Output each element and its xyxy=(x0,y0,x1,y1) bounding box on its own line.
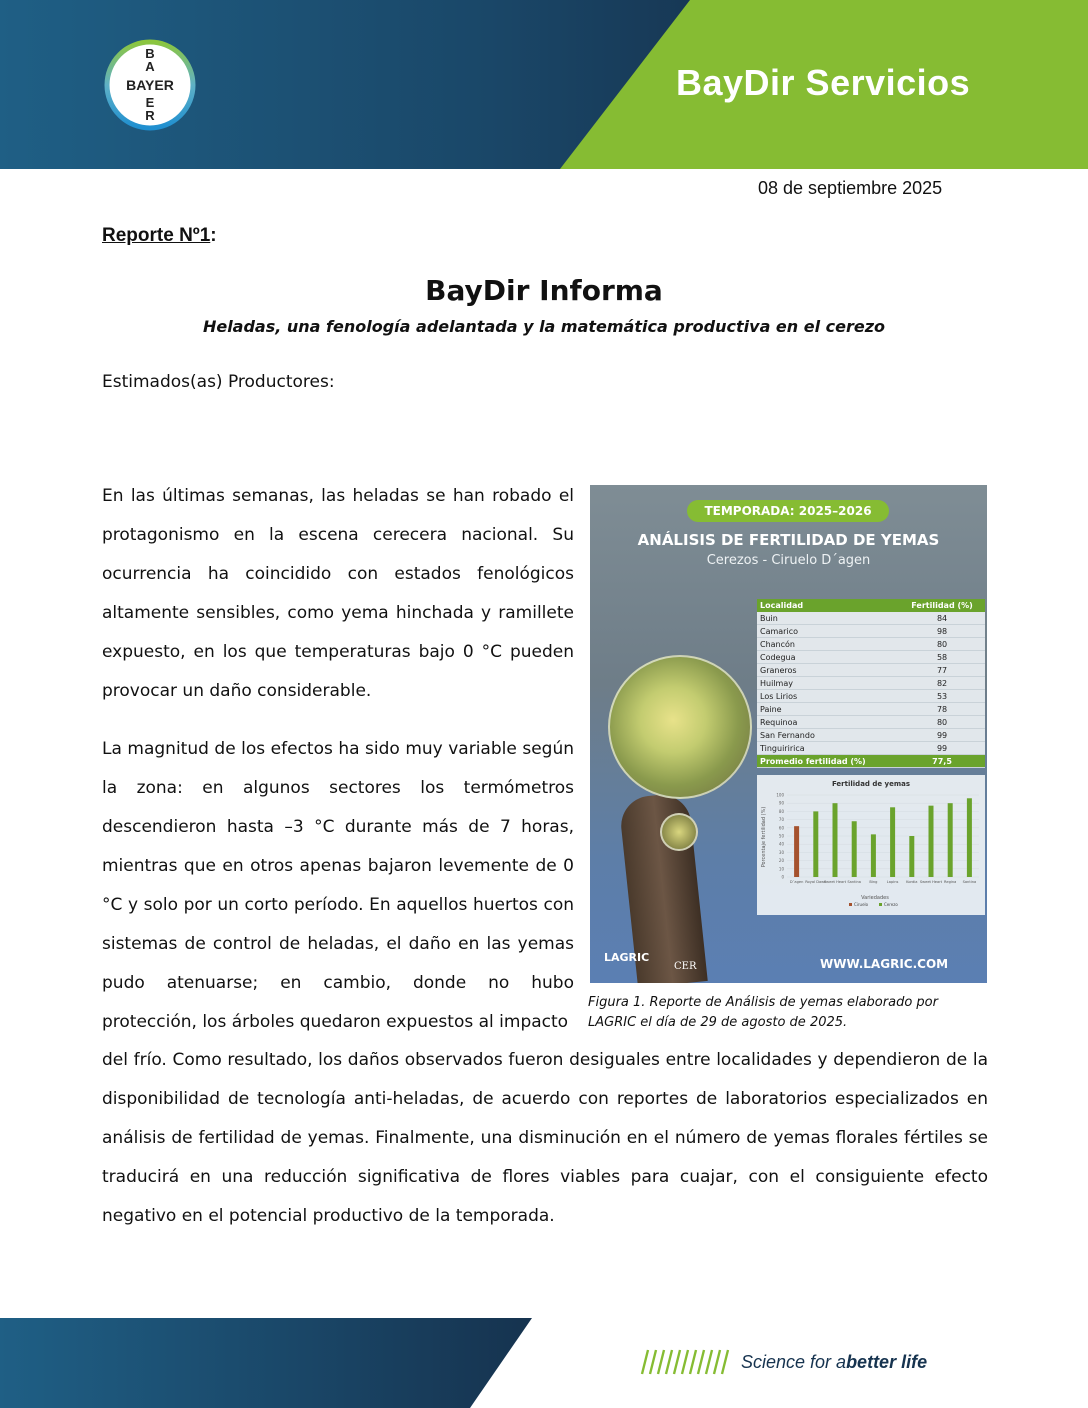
cell-locality: Los Lirios xyxy=(757,690,899,703)
season-badge: TEMPORADA: 2025–2026 xyxy=(687,500,889,522)
chart-ylabel: Porcentaje fertilidad (%) xyxy=(761,806,767,868)
chart-y-tick-label: 10 xyxy=(778,866,784,872)
lagric-logo: LAGRIC xyxy=(604,951,650,964)
logo-letter-v2: A xyxy=(145,59,155,74)
cell-fertility: 84 xyxy=(899,612,985,625)
paragraph-2: La magnitud de los efectos ha sido muy variable según la zona: en algunos sectores los termómetros descendieron hasta –3 °C durante más de 7 horas, mientras que en otros apenas bajaron levemente de 0 °C y solo por un corto período. En aquellos huertos con sistemas de control de heladas, el daño en las yemas pudo atenuarse; en cambio, donde no hubo protección, los árboles quedaron expuestos al impacto xyxy=(102,739,574,1032)
chart-legend-label: Cerezo xyxy=(884,902,898,907)
table-header-locality: Localidad xyxy=(757,599,899,612)
figure-lagric-report xyxy=(590,485,987,983)
chart-x-tick-label: Kordia xyxy=(906,880,918,884)
cell-fertility: 80 xyxy=(899,638,985,651)
chart-legend-swatch xyxy=(849,903,852,906)
chart-bar xyxy=(909,836,914,877)
table-row xyxy=(757,703,985,716)
cell-fertility: 99 xyxy=(899,729,985,742)
table-row xyxy=(757,612,985,625)
table-row xyxy=(757,729,985,742)
slogan-bold: better life xyxy=(846,1352,928,1372)
cell-locality: Chancón xyxy=(757,638,899,651)
chart-x-tick-label: Royal Dawn xyxy=(805,880,827,884)
cell-fertility: 80 xyxy=(899,716,985,729)
average-value: 77,5 xyxy=(899,755,985,768)
chart-bar xyxy=(813,811,818,877)
chart-title: Fertilidad de yemas xyxy=(831,780,911,788)
cell-fertility: 58 xyxy=(899,651,985,664)
table-header-fertility: Fertilidad (%) xyxy=(899,599,985,612)
paragraph-3: del frío. Como resultado, los daños observados fueron desiguales entre localidades y dependieron de la disponibilidad de tecnología anti-heladas, de acuerdo con reportes de laboratorios especializados en análisis de fertilidad de yemas. Finalmente, una disminución en el número de yemas florales fértiles se traducirá en una reducción significativa de flores viables para cuajar, con el consiguiente efecto negativo en el potencial productivo de la temporada. xyxy=(102,1050,988,1226)
cell-locality: Graneros xyxy=(757,664,899,677)
chart-y-tick-label: 80 xyxy=(778,808,784,814)
greeting: Estimados(as) Productores: xyxy=(102,372,335,392)
document-date: 08 de septiembre 2025 xyxy=(758,178,943,198)
chart-y-tick-label: 50 xyxy=(778,833,784,839)
cell-locality: Buin xyxy=(757,612,899,625)
chart-y-tick-label: 90 xyxy=(778,800,784,806)
chart-x-tick-label: Regina xyxy=(944,880,957,884)
table-row xyxy=(757,716,985,729)
chart-bar xyxy=(852,821,857,877)
chart-legend xyxy=(849,902,898,907)
chart-legend-swatch xyxy=(879,903,882,906)
chart-xlabel: Variedades xyxy=(861,895,889,901)
cell-fertility: 82 xyxy=(899,677,985,690)
chart-x-tick-label: Bing xyxy=(869,880,878,884)
fertility-chart xyxy=(757,775,985,915)
chart-bar xyxy=(890,807,895,877)
table-row xyxy=(757,677,985,690)
chart-y-tick-label: 40 xyxy=(778,841,784,847)
chart-bars xyxy=(794,798,972,877)
table-row xyxy=(757,651,985,664)
table-row xyxy=(757,690,985,703)
footer-stripes-icon xyxy=(636,1348,732,1376)
chart-bar xyxy=(871,834,876,877)
chart-legend-label: Ciruelo xyxy=(854,902,869,907)
logo-letter-v4: E xyxy=(145,95,155,110)
figure-heading: ANÁLISIS DE FERTILIDAD DE YEMAS xyxy=(637,531,940,549)
lagric-url: WWW.LAGRIC.COM xyxy=(820,957,949,971)
table-row xyxy=(757,638,985,651)
chart-x-tick-label: Lapins xyxy=(886,880,899,884)
bayer-logo xyxy=(103,38,197,132)
document-subtitle: Heladas, una fenología adelantada y la matemática productiva en el cerezo xyxy=(202,317,886,336)
fertility-chart-svg xyxy=(757,775,985,915)
cell-fertility: 98 xyxy=(899,625,985,638)
chart-y-tick-label: 60 xyxy=(778,825,784,831)
cell-fertility: 99 xyxy=(899,742,985,755)
brand-title: BayDir Servicios xyxy=(676,62,971,103)
cell-locality: Huilmay xyxy=(757,677,899,690)
logo-text-horizontal: BAYER xyxy=(126,77,174,93)
figure-subheading: Cerezos - Ciruelo D´agen xyxy=(706,553,871,568)
chart-x-tick-label: D´agen xyxy=(789,880,804,884)
figure-caption: Figura 1. Reporte de Análisis de yemas elaborado por LAGRIC el día de 29 de agosto de 2025. xyxy=(588,995,938,1030)
chart-x-tick-label: Sweet Heart xyxy=(823,880,847,884)
cell-locality: San Fernando xyxy=(757,729,899,742)
bud-small-image xyxy=(660,813,698,851)
paragraph-1: En las últimas semanas, las heladas se han robado el protagonismo en la escena cerecera nacional. Su ocurrencia ha coincidido con estados fenológicos altamente sensibles, como yema hinchada y ramillete expuesto, en los que temperaturas bajo 0 °C pueden provocar un daño considerable. xyxy=(102,486,574,701)
chart-y-tick-label: 30 xyxy=(778,849,784,855)
cell-locality: Tinguiririca xyxy=(757,742,899,755)
chart-bar xyxy=(967,798,972,877)
chart-bar xyxy=(948,803,953,877)
chart-y-tick-label: 20 xyxy=(778,858,784,864)
report-label: Reporte Nº1 xyxy=(102,225,211,246)
logo-letter-v5: R xyxy=(145,108,155,123)
document-title: BayDir Informa xyxy=(425,274,663,307)
cell-locality: Paine xyxy=(757,703,899,716)
footer-slogan xyxy=(741,1352,927,1373)
cell-locality: Codegua xyxy=(757,651,899,664)
chart-x-tick-label: Santina xyxy=(962,880,977,884)
chart-y-tick-label: 0 xyxy=(781,874,784,880)
cell-locality: Requinoa xyxy=(757,716,899,729)
chart-bar xyxy=(929,806,934,877)
cell-locality: Camarico xyxy=(757,625,899,638)
chart-bar xyxy=(794,826,799,877)
table-row xyxy=(757,664,985,677)
chart-y-tick-label: 70 xyxy=(778,817,784,823)
chart-x-tick-labels xyxy=(790,880,976,884)
slogan-prefix: Science for a xyxy=(741,1352,847,1372)
fertility-table xyxy=(757,599,985,768)
chart-x-tick-label: Santina xyxy=(847,880,862,884)
table-average-row xyxy=(757,755,985,768)
cer-logo: CER xyxy=(674,961,697,972)
logo-letter-v1: B xyxy=(145,46,155,61)
chart-y-tick-label: 100 xyxy=(776,792,784,798)
report-number xyxy=(102,225,217,247)
table-row xyxy=(757,742,985,755)
chart-x-tick-label: Sweet Heart xyxy=(919,880,943,884)
footer-blue-band xyxy=(0,1318,532,1408)
average-label: Promedio fertilidad (%) xyxy=(757,755,899,768)
cell-fertility: 77 xyxy=(899,664,985,677)
cell-fertility: 78 xyxy=(899,703,985,716)
chart-bar xyxy=(833,803,838,877)
cell-fertility: 53 xyxy=(899,690,985,703)
bud-closeup-image xyxy=(608,655,752,799)
report-suffix: : xyxy=(210,225,217,246)
table-row xyxy=(757,625,985,638)
